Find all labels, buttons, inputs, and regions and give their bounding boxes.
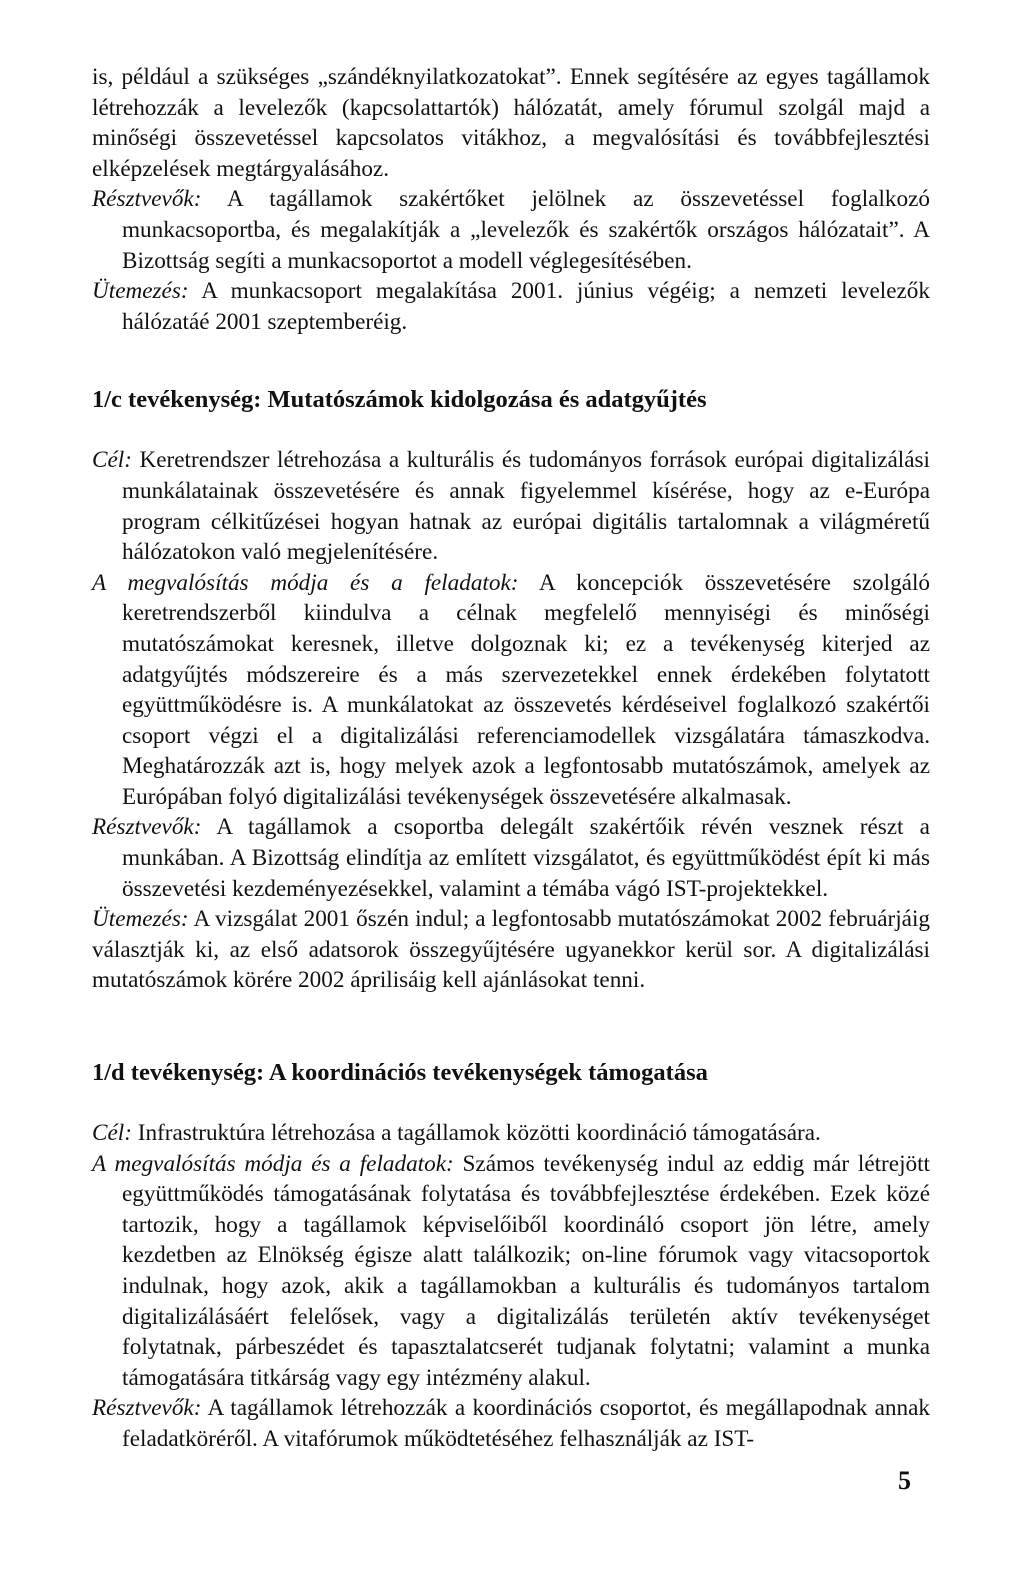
goal-label: Cél: [92,447,132,474]
section-1c-method-paragraph [92,568,930,813]
page-number: 5 [898,1466,911,1495]
method-text: A koncepciók összevetésére szolgáló keretrendszerből kiindulva a célnak megfelelő mennyiségi és minőségi mutatószámokat keresnek, illetve dolgoznak ki; ez a tevékenység kiterjed az adatgyűjtés módszereire és a más szervezetekkel ennek érdekében folytatott együttműködésre is. A munkálatokat az összevetés kérdéseivel foglalkozó szakértői csoport végzi el a digitalizálási referenciamodellek vizsgálatára támaszkodva. Meghatározzák azt is, hogy melyek azok a legfontosabb mutatószámok, amelyek az Európában folyó digitalizálási tevékenységek összevetésére alkalmasak. [122,569,930,810]
intro-participants-paragraph [92,184,930,276]
method-label: A megvalósítás módja és a feladatok: [92,1150,454,1177]
participants-text: A tagállamok a csoportba delegált szakértőik révén vesznek részt a munkában. A Bizottság elindítja az említett vizsgálatot, és együttműködést épít ki más összevetési kezdeményezésekkel, valamint a témába vágó IST-projektekkel. [122,814,930,902]
section-1d-heading: 1/d tevékenység: A koordinációs tevékenységek támogatása [92,1059,708,1087]
section-1c-participants-paragraph [92,812,930,904]
participants-label: Résztvevők: [92,186,202,213]
participants-label: Résztvevők: [92,814,202,841]
participants-text: A tagállamok szakértőket jelölnek az összevetéssel foglalkozó munkacsoportba, és megalakítják a „levelezők és szakértők országos hálózatait”. A Bizottság segíti a munkacsoportot a modell véglegesítésében. [122,186,930,274]
method-label: A megvalósítás módja és a feladatok: [92,569,519,596]
schedule-text: A vizsgálat 2001 őszén indul; a legfontosabb mutatószámokat 2002 februárjáig választják ki, az első adatsorok összegyűjtésére ugyanekkor kerül sor. A digitalizálási mutatószámok körére 2002 áprilisáig kell ajánlásokat tenni. [92,906,930,994]
intro-continuation-paragraph [92,62,930,184]
section-1c-schedule-paragraph [92,904,930,996]
goal-text: Infrastruktúra létrehozása a tagállamok közötti koordináció támogatására. [137,1120,821,1147]
method-text: Számos tevékenység indul az eddig már létrejött együttműködés támogatásának folytatása és továbbfejlesztése érdekében. Ezek közé tartozik, hogy a tagállamok képviselőiből koordináló csoport jön létre, amely kezdetben az Elnökség égisze alatt találkozik; on-line fórumok vagy vitacsoportok indulnak, hogy azok, akik a tagállamokban a kulturális és tudományos tartalom digitalizálásáért felelősek, vagy a digitalizálás területén aktív tevékenységet folytatnak, párbeszédet és tapasztalatcserét tudjanak folytatni; valamint a munka támogatására titkárság vagy egy intézmény alakul. [122,1150,930,1391]
schedule-label: Ütemezés: [92,278,189,305]
participants-label: Résztvevők: [92,1395,202,1422]
section-1c-goal-paragraph [92,445,930,567]
participants-text: A tagállamok létrehozzák a koordinációs csoportot, és megállapodnak annak feladatköréről. A vitafórumok működtetéséhez felhasználják az IST- [122,1395,930,1452]
goal-text: Keretrendszer létrehozása a kulturális és tudományos források európai digitalizálási munkálatainak összevetésére és annak figyelemmel kísérése, hogy az e-Európa program célkitűzései hogyan hatnak az európai digitális tartalomnak a világméretű hálózatokon való megjelenítésére. [122,447,930,566]
section-1d-method-paragraph [92,1149,930,1394]
page-body [92,62,930,1455]
schedule-label: Ütemezés: [92,906,189,933]
section-1c-heading: 1/c tevékenység: Mutatószámok kidolgozása és adatgyűjtés [92,386,707,414]
schedule-text: A munkacsoport megalakítása 2001. június végéig; a nemzeti levelezők hálózatáé 2001 szeptemberéig. [122,278,930,335]
intro-schedule-paragraph [92,276,930,337]
goal-label: Cél: [92,1120,132,1147]
intro-continuation-text: is, például a szükséges „szándéknyilatkozatokat”. Ennek segítésére az egyes tagállamok létrehozzák a levelezők (kapcsolattartók) hálózatát, amely fórumul szolgál majd a minőségi összevetéssel kapcsolatos vitákhoz, a megvalósítási és továbbfejlesztési elképzelések megtárgyalásához. [92,64,930,182]
section-1d-participants-paragraph [92,1393,930,1454]
section-1d-goal-paragraph [92,1118,930,1149]
